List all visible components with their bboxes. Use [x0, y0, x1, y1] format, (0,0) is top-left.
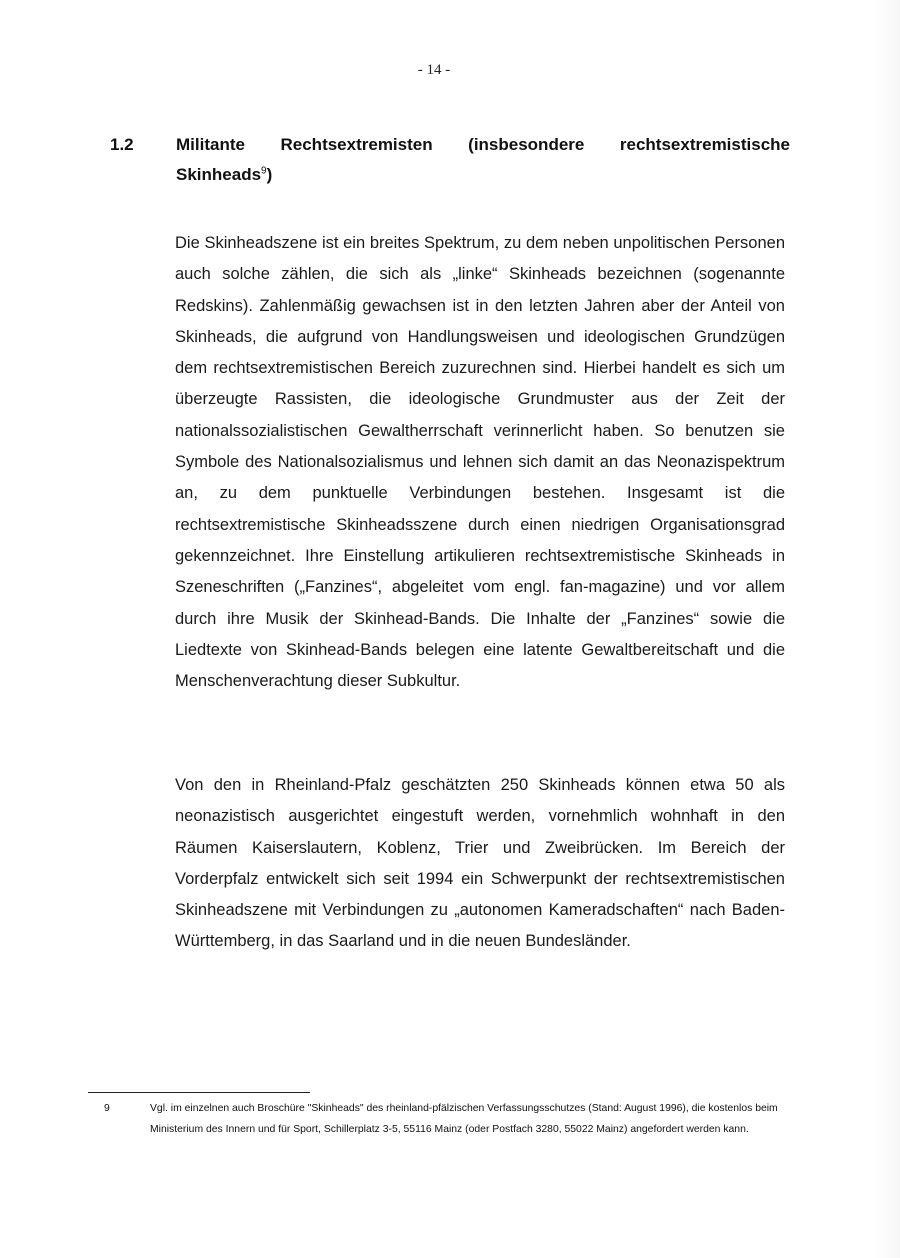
section-heading	[110, 130, 790, 190]
page-number: - 14 -	[417, 62, 451, 78]
body-paragraph-2: Von den in Rheinland-Pfalz geschätzten 250 Skinheads können etwa 50 als neonazistisch ausgerichtet eingestuft werden, vornehmlich wohnhaft in den Räumen Kaiserslautern, Koblenz, Trier und Zweibrücken. Im Bereich der Vorderpfalz entwickelt sich seit 1994 ein Schwerpunkt der rechtsextremistischen Skinheadszene mit Verbindungen zu „autonomen Kameradschaften“ nach Baden-Württemberg, in das Saarland und in die neuen Bundesländer.	[175, 776, 785, 951]
scan-edge-shadow	[872, 0, 900, 1258]
section-title-closing: )	[266, 165, 273, 184]
section-number: 1.2	[110, 135, 134, 154]
section-title	[176, 130, 790, 190]
footnote-separator	[88, 1092, 310, 1093]
body-paragraph-1: Die Skinheadszene ist ein breites Spektrum, zu dem neben unpolitischen Personen auch solche zählen, die sich als „linke“ Skinheads bezeichnen (sogenannte Redskins). Zahlenmäßig gewachsen ist in den letzten Jahren aber der Anteil von Skinheads, die aufgrund von Handlungsweisen und ideologischen Grundzügen dem rechtsextremistischen Bereich zuzurechnen sind. Hierbei handelt es sich um überzeugte Rassisten, die ideologische Grundmuster aus der Zeit der nationalssozialistischen Gewaltherrschaft verinnerlicht haben. So benutzen sie Symbole des Nationalsozialismus und lehnen sich damit an das Neonazispektrum an, zu dem punktuelle Verbindungen bestehen. Insgesamt ist die rechtsextremistische Skinheadsszene durch einen niedrigen Organisationsgrad gekennzeichnet. Ihre Einstellung artikulieren rechtsextremistische Skinheads in Szeneschriften („Fanzines“, abgeleitet vom engl. fan-magazine) und vor allem durch ihre Musik der Skinhead-Bands. Die Inhalte der „Fanzines“ sowie die Liedtexte von Skinhead-Bands belegen eine latente Gewaltbereitschaft und die Menschenverachtung dieser Subkultur.	[175, 234, 785, 691]
footnote	[88, 1098, 788, 1140]
footnote-reference: 9	[261, 165, 267, 177]
footnote-number: 9	[104, 1103, 110, 1114]
footnote-text: Vgl. im einzelnen auch Broschüre "Skinheads" des rheinland-pfälzischen Verfassungsschutzes (Stand: August 1996), die kostenlos beim Ministerium des Innern und für Sport, Schillerplatz 3-5, 55116 Mainz (oder Postfach 3280, 55022 Mainz) angefordert werden kann.	[150, 1103, 778, 1135]
section-title-text: Militante Rechtsextremisten (insbesondere rechtsextremistische Skinheads	[176, 135, 790, 184]
